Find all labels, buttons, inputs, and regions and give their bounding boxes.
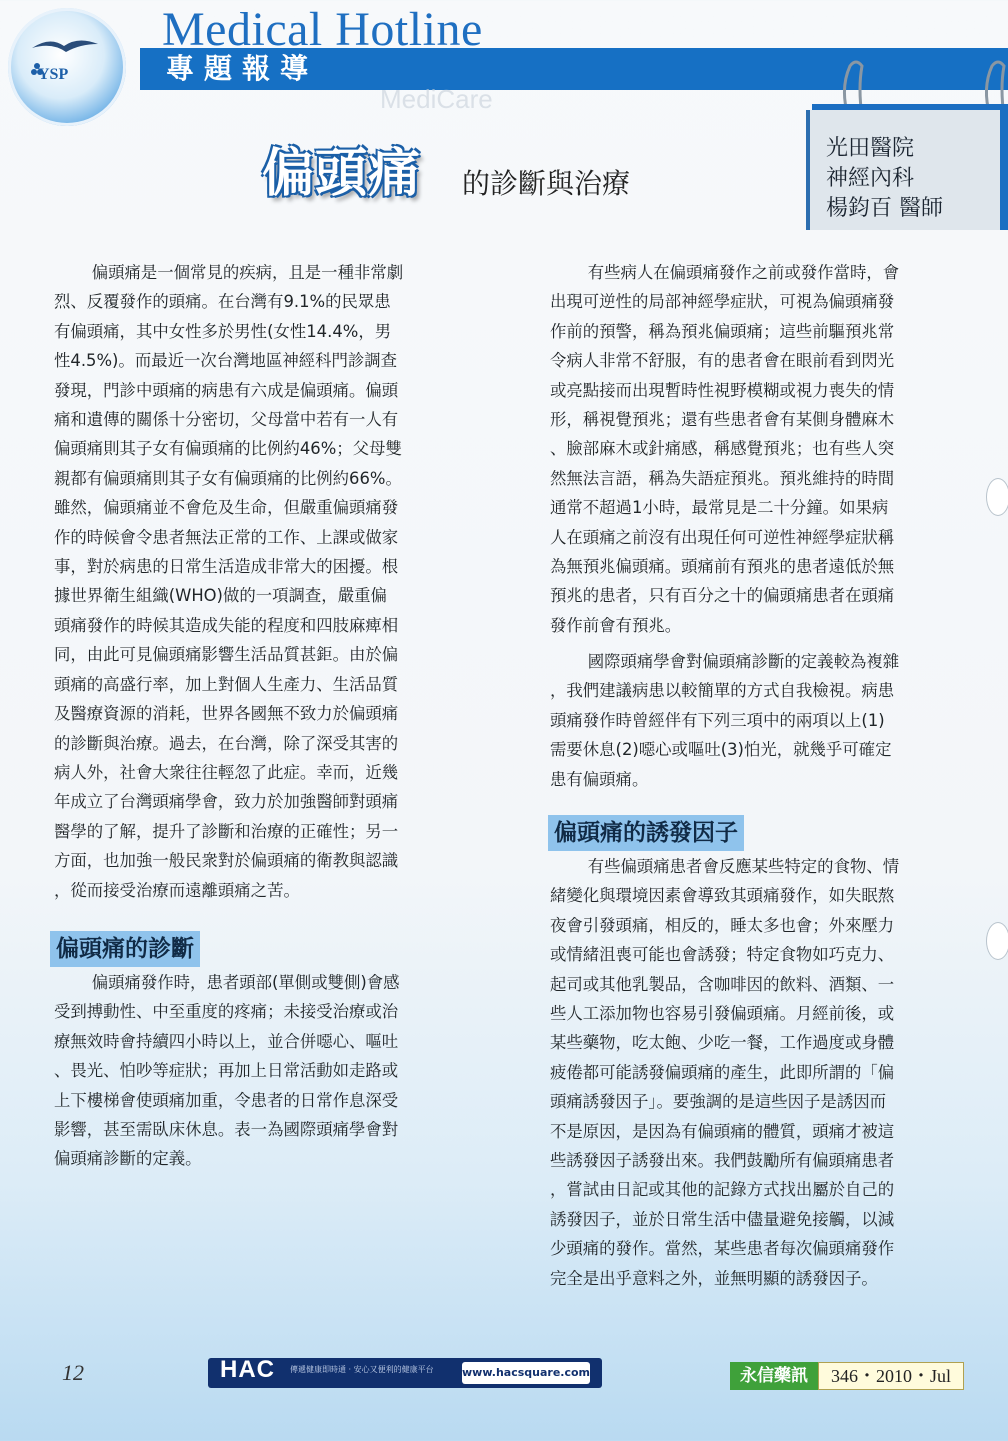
background-watermark-text: MediCare [380, 84, 493, 114]
self-check-paragraph: 國際頭痛學會對偏頭痛診斷的定義較為複雜 ，我們建議病患以較簡單的方式自我檢視。病患 頭痛發作時曾經伴有下列三項中的兩項以上(1) 需要休息(2)噁心或嘔吐(3)怕光，就幾乎可確定 患有偏頭痛。 [550, 652, 900, 789]
right-column [550, 258, 982, 640]
self-check-section [550, 647, 982, 794]
article-title-main: 偏頭痛 [262, 144, 422, 204]
hac-url[interactable]: www.hacsquare.com [462, 1362, 590, 1384]
article-title-rest: 的診斷與治療 [462, 167, 631, 200]
section-title-zh: 專題報導 [166, 52, 319, 85]
diagnosis-paragraph: 偏頭痛發作時，患者頭部(單側或雙側)會感 受到搏動性、中至重度的疼痛；未接受治療或治 療無效時會持續四小時以上，並合併噁心、嘔吐 、畏光、怕吵等症狀；再加上日常活動如走路或 上下樓梯會使頭痛加重，令患者的日常作息深受 影響，甚至需臥床休息。表一為國際頭痛學會對 偏頭痛診斷的定義。 [54, 973, 400, 1169]
diagnosis-section [54, 968, 484, 1174]
triggers-section [550, 852, 982, 1293]
intro-paragraph: 偏頭痛是一個常見的疾病，且是一種非常劇 烈、反覆發作的頭痛。在台灣有9.1%的民眾患 有偏頭痛，其中女性多於男性(女性14.4%，男 性4.5%)。而最近一次台灣地區神經科門診調查 發現，門診中頭痛的病患有六成是偏頭痛。偏頭 痛和遺傳的關係十分密切，父母當中若有一人有 偏頭痛則其子女有偏頭痛的比例約46%；父母雙 親都有偏頭痛則其子女有偏頭痛的比例約66%。 雖然，偏頭痛並不會危及生命，但嚴重偏頭痛發 作的時候會令患者無法正常的工作、上課或做家 事，對於病患的日常生活造成非常大的困擾。根 據世界衛生組織(WHO)做的一項調查，嚴重偏 頭痛發作的時候其造成失能的程度和四肢麻痺相 同，由此可見偏頭痛影響生活品質甚鉅。由於偏 頭痛的高盛行率，加上對個人生產力、生活品質 及醫療資源的消耗，世界各國無不致力於偏頭痛 的診斷與治療。過去，在台灣，除了深受其害的 病人外，社會大衆往往輕忽了此症。幸而，近幾 年成立了台灣頭痛學會，致力於加強醫師對頭痛 醫學的了解，提升了診斷和治療的正確性；另一 方面，也加強一般民衆對於偏頭痛的衛教與認識 ，從而接受治療而遠離頭痛之苦。 [54, 263, 404, 900]
author-name: 楊鈞百 醫師 [826, 196, 943, 221]
magazine-name: 永信藥訊 [730, 1362, 818, 1390]
punch-hole [986, 478, 1008, 516]
page-number: 12 [62, 1360, 84, 1385]
hac-tagline: 傳遞健康即時通 · 安心又便利的健康平台 [290, 1365, 434, 1374]
bird-icon [30, 34, 100, 58]
logo-text: YSP [38, 66, 69, 83]
author-department: 神經內科 [826, 166, 915, 191]
triggers-paragraph: 有些偏頭痛患者會反應某些特定的食物、情 緒變化與環境因素會導致其頭痛發作，如失眠熬 夜會引發頭痛，相反的，睡太多也會；外來壓力 或情緒沮喪可能也會誘發；特定食物如巧克力、 起司或其他乳製品，含咖啡因的飲料、酒類、一 些人工添加物也容易引發偏頭痛。月經前後，或 某些藥物，吃太飽、少吃一餐，工作過度或身體 疲倦都可能誘發偏頭痛的產生，此即所謂的「偏 頭痛誘發因子」。要強調的是這些因子是誘因而 不是原因，是因為有偏頭痛的體質，頭痛才被這 些誘發因子誘發出來。我們鼓勵所有偏頭痛患者 ，嘗試由日記或其他的記錄方式找出屬於自己的 誘發因子，並於日常生活中儘量避免接觸，以減 少頭痛的發作。當然，某些患者每次偏頭痛發作 完全是出乎意料之外，並無明顯的誘發因子。 [550, 857, 900, 1288]
section-heading-triggers: 偏頭痛的誘發因子 [548, 815, 744, 851]
magazine-issue: 346・2010・Jul [818, 1362, 964, 1390]
punch-hole [986, 922, 1008, 960]
hac-logo: HAC [220, 1356, 275, 1383]
author-hospital: 光田醫院 [826, 136, 915, 161]
left-column [54, 258, 484, 905]
aura-paragraph: 有些病人在偏頭痛發作之前或發作當時，會 出現可逆性的局部神經學症狀，可視為偏頭痛發 作前的預警，稱為預兆偏頭痛；這些前驅預兆常 令病人非常不舒服，有的患者會在眼前看到閃光 或亮點接而出現暫時性視野模糊或視力喪失的情 形，稱視覺預兆；還有些患者會有某側身體麻木 、臉部麻木或針痛感，稱感覺預兆；也有些人突 然無法言語，稱為失語症預兆。預兆維持的時間 通常不超過1小時，最常見是二十分鐘。如果病 人在頭痛之前沒有出現任何可逆性神經學症狀稱 為無預兆偏頭痛。頭痛前有預兆的患者遠低於無 預兆的患者，只有百分之十的偏頭痛患者在頭痛 發作前會有預兆。 [550, 263, 900, 635]
section-heading-diagnosis: 偏頭痛的診斷 [50, 931, 200, 967]
section-title-en: Medical Hotline [162, 3, 483, 56]
